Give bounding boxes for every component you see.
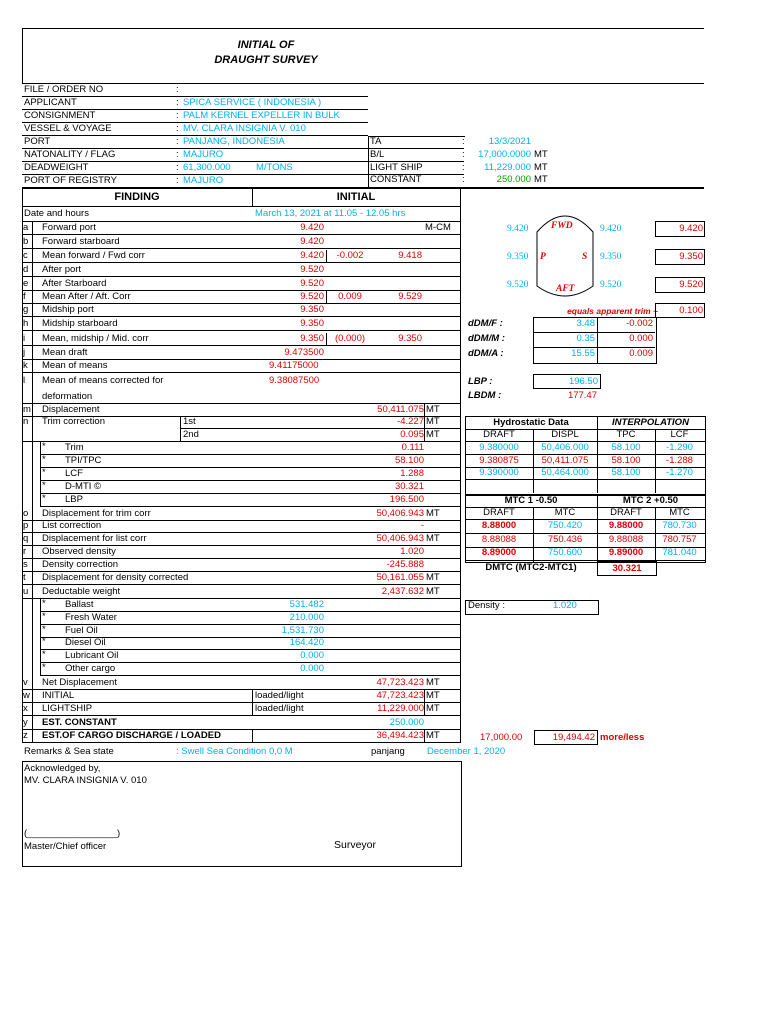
header-colon: :	[176, 162, 179, 173]
row-key: c	[23, 250, 28, 261]
hydro-cell: 9.380000	[479, 442, 519, 453]
row-value: 11,229.000	[377, 703, 424, 714]
header-value: PALM KERNEL EXPELLER IN BULK	[183, 110, 340, 121]
mtc1-title: MTC 1 -0.50	[504, 495, 558, 506]
row-key: m	[23, 404, 31, 415]
row-bullet: *	[42, 467, 46, 478]
row-value: 9.350	[300, 318, 324, 329]
row-unit: MT	[426, 730, 440, 741]
row-label: Displacement for list corr	[42, 533, 147, 544]
cargo-difference: 19,494.42	[534, 730, 598, 745]
row-value: 9.420	[300, 250, 324, 261]
row-result: 9.529	[398, 291, 422, 302]
row-key: p	[23, 520, 29, 531]
row-unit: MT	[426, 572, 440, 583]
row-label: List correction	[42, 520, 102, 531]
row-label: Density correction	[42, 559, 119, 570]
hydrostatic-title: Hydrostatic Data	[493, 417, 569, 428]
title-border-left	[22, 28, 23, 83]
key-column-line	[32, 222, 33, 743]
row-mid: loaded/light	[255, 703, 304, 714]
row-unit: M-CM	[425, 222, 451, 233]
row-value: 50,406.943	[376, 533, 424, 544]
row-correction: (0.000)	[334, 333, 366, 344]
row-unit: MT	[426, 508, 440, 519]
lbdm-value: 177.47	[567, 390, 597, 401]
ddm-a: 0.35	[576, 333, 595, 344]
row-key: r	[23, 546, 27, 557]
row-key: y	[23, 717, 28, 728]
header-value: MAJURO	[183, 149, 224, 160]
header-colon: :	[176, 97, 179, 108]
header-right-value: 11,229.000	[484, 162, 531, 173]
header-colon: :	[176, 136, 179, 147]
row-rule	[22, 248, 460, 249]
row-label: Mean of means	[42, 360, 108, 371]
row-rule	[40, 675, 460, 676]
hydro-cell: 9.380875	[479, 455, 519, 466]
ddm-b: 0.009	[629, 348, 653, 359]
date-label: Date and hours	[24, 208, 89, 219]
row-key: t	[23, 572, 26, 583]
row-value: 50,411.075	[377, 404, 424, 415]
header-value: MAJURO	[183, 175, 224, 186]
stbd-label: S	[582, 252, 588, 262]
sub-label: Trim	[65, 442, 84, 453]
header-unit: M/TONS	[256, 162, 293, 173]
row-label: After Starboard	[42, 278, 107, 289]
sub-value: 0.000	[300, 650, 324, 661]
mtc-cell: 9.88000	[608, 520, 644, 531]
header-row-rule	[22, 96, 368, 97]
hydro-cell: 50,411.075	[541, 455, 589, 466]
header-value: 61,300.000	[183, 162, 231, 173]
header-rule	[22, 83, 704, 84]
header-colon: :	[462, 162, 465, 173]
row-label: Trim correction	[42, 416, 105, 427]
row-label: Displacement for trim corr	[42, 508, 151, 519]
hydro-cell: 50,406.000	[541, 442, 589, 453]
hydro-cell: 58.100	[611, 455, 641, 466]
mtc-cell: 750.600	[547, 547, 583, 558]
hydro-cell: -1.290	[666, 442, 693, 453]
ack-line1: Acknowledged by,	[24, 763, 101, 774]
row-bullet: *	[42, 649, 46, 660]
fwd-mean-box: 9.420	[655, 221, 705, 237]
row-result: 9.350	[398, 333, 422, 344]
mtc-header: MTC	[669, 507, 690, 518]
row-key: z	[23, 730, 28, 741]
row-label: INITIAL	[42, 690, 75, 701]
header-label: DEADWEIGHT	[24, 162, 89, 173]
hydro-header: DRAFT	[483, 429, 515, 440]
sub-value: 164.420	[289, 637, 324, 648]
row-rule	[22, 345, 460, 346]
density-value: 1.020	[553, 600, 577, 611]
header-right-value: 17,000.0000	[478, 149, 531, 160]
row-bullet: *	[42, 636, 46, 647]
mid-mean-box: 9.350	[655, 249, 705, 265]
apparent-trim-label: equals apparent trim ~	[567, 306, 658, 316]
row-key: v	[23, 677, 28, 688]
mtc-cell: 750.436	[547, 534, 583, 545]
row-label: Midship port	[42, 304, 94, 315]
header-label: NATONALITY / FLAG	[24, 149, 116, 160]
sub-label: Fresh Water	[65, 612, 117, 623]
lbp-value: 196.50	[533, 374, 601, 389]
header-colon: :	[462, 136, 465, 147]
mtc-cell: 8.88000	[481, 520, 517, 531]
ack-line2: MV. CLARA INSIGNIA V. 010	[24, 775, 147, 786]
row-key: j	[23, 347, 26, 358]
remarks-value: : Swell Sea Condition 0,0 M	[176, 746, 293, 757]
row-key: x	[23, 703, 28, 714]
header-label: PORT	[24, 136, 51, 147]
finding-label: FINDING	[114, 191, 160, 203]
row-divider	[252, 690, 253, 702]
row-rule	[40, 506, 460, 507]
mtc-row-rule	[465, 560, 705, 561]
apparent-trim-value: 0.100	[655, 303, 705, 318]
row-rule	[22, 276, 460, 277]
hydro-row-rule	[465, 479, 705, 480]
fwd-port-draft: 9.420	[507, 224, 529, 234]
sub-label: LBP	[65, 494, 83, 505]
sub-label: Diesel Oil	[65, 637, 106, 648]
row-key: l	[23, 375, 26, 386]
row-divider	[424, 404, 425, 416]
row-key: b	[23, 236, 29, 247]
row-value: 50,406.943	[376, 508, 424, 519]
bullet-column-line	[40, 599, 41, 676]
interpolation-title: INTERPOLATION	[612, 417, 689, 428]
row-value: 9.520	[300, 264, 324, 275]
row-value: 9.350	[300, 304, 324, 315]
sub-label: Other cargo	[65, 663, 116, 674]
mtc-cell: 781.040	[662, 547, 697, 558]
row-label: Displacement	[42, 404, 100, 415]
table-border-right	[460, 206, 461, 743]
hydro-header: TPC	[616, 429, 636, 440]
row-divider	[424, 690, 425, 702]
row-label: Displacement for density corrected	[42, 572, 189, 583]
header-right-unit: MT	[534, 149, 548, 160]
row-value: 50,161.055	[376, 572, 424, 583]
header-right-unit: MT	[534, 162, 548, 173]
sub-label: Lubricant Oil	[65, 650, 119, 661]
row-bullet: *	[42, 662, 46, 673]
row-label: Net Displacement	[42, 677, 117, 688]
row-label: Mean After / Aft. Corr	[42, 291, 131, 302]
mid-stbd-draft: 9.350	[600, 252, 622, 262]
mtc-header: DRAFT	[483, 507, 515, 518]
header-label: FILE / ORDER NO	[24, 84, 104, 95]
header-right-label: LIGHT SHIP	[370, 162, 423, 173]
mtc-cell: 8.89000	[481, 547, 517, 558]
row-label: Deductable weight	[42, 586, 121, 597]
header-label: PORT OF REGISTRY	[24, 175, 117, 186]
header-right-value: 250.000	[496, 174, 531, 185]
ddm-a: 15.55	[571, 348, 595, 359]
row-key: w	[23, 690, 30, 701]
row-value: 9.473500	[284, 347, 324, 358]
header-right-label: B/L	[370, 149, 385, 160]
trim-2nd-value: 0.095	[400, 429, 424, 440]
mtc-cell: 780.757	[662, 534, 697, 545]
header-colon: :	[176, 175, 179, 186]
row-key: u	[23, 586, 29, 597]
row-divider	[252, 703, 253, 715]
row-correction: -0.002	[336, 250, 364, 261]
mid-port-draft: 9.350	[507, 252, 529, 262]
trim-2nd: 2nd	[183, 429, 199, 440]
mtc-cell: 9.89000	[608, 547, 644, 558]
sub-label: TPI/TPC	[65, 455, 102, 466]
header-label: CONSIGNMENT	[24, 110, 96, 121]
mtc-cell: 9.88088	[608, 534, 644, 545]
remarks-date: December 1, 2020	[427, 746, 506, 757]
row-result: 9.418	[398, 250, 422, 261]
row-value: 2,437.632	[381, 586, 424, 597]
row-label: deformation	[42, 391, 93, 402]
row-bullet: *	[42, 598, 46, 609]
row-label: Mean of means corrected for	[42, 375, 164, 386]
row-key: e	[23, 278, 29, 289]
row-unit: MT	[426, 404, 440, 415]
row-value: 9.38087500	[269, 375, 320, 386]
row-divider	[180, 416, 181, 442]
lbp-label: LBP :	[468, 376, 493, 387]
initial-label: INITIAL	[336, 191, 376, 203]
mtc-cell: 750.420	[547, 520, 583, 531]
row-bullet: *	[42, 480, 46, 491]
top-rule	[22, 28, 704, 29]
fwd-label: FWD	[551, 221, 573, 231]
row-bullet: *	[42, 441, 46, 452]
row-rule	[22, 234, 460, 235]
hydro-cell: 9.390000	[479, 467, 519, 478]
sub-value: 210.000	[289, 612, 324, 623]
row-rule	[22, 262, 460, 263]
row-rule	[22, 330, 460, 331]
hydro-cell: 50,464.000	[541, 467, 589, 478]
row-unit: MT	[426, 416, 440, 427]
ddm-label: dDM/A :	[468, 348, 504, 359]
dmtc-label: DMTC (MTC2-MTC1)	[485, 562, 577, 573]
more-less: more/less	[600, 732, 645, 743]
row-unit: MT	[426, 703, 440, 714]
row-divider	[424, 416, 425, 442]
sub-value: 58.100	[394, 455, 424, 466]
row-key: n	[23, 416, 29, 427]
signature-line: (_________________)	[24, 828, 121, 839]
row-bullet: *	[42, 493, 46, 504]
row-label: Observed density	[42, 546, 116, 557]
header-value: PANJANG, INDONESIA	[183, 136, 285, 147]
sub-label: LCF	[65, 468, 83, 479]
row-rule	[40, 624, 460, 625]
row-key: q	[23, 533, 29, 544]
row-value: 9.520	[300, 278, 324, 289]
row-unit: MT	[426, 533, 440, 544]
hydro-header: DISPL	[551, 429, 579, 440]
row-value: 36,494.423	[376, 730, 424, 741]
row-rule	[180, 428, 460, 429]
row-value: 9.520	[300, 291, 324, 302]
sub-label: Ballast	[65, 599, 94, 610]
row-rule	[22, 372, 460, 373]
title-line1: INITIAL OF	[237, 39, 295, 51]
row-value: 9.420	[300, 222, 324, 233]
aft-stbd-draft: 9.520	[600, 280, 622, 290]
aft-port-draft: 9.520	[507, 280, 529, 290]
row-label: LIGHTSHIP	[42, 703, 93, 714]
sub-value: 531.482	[289, 599, 324, 610]
sub-value: 1,531.730	[281, 625, 324, 636]
row-unit: MT	[426, 586, 440, 597]
row-rule	[22, 584, 460, 585]
row-correction: 0.009	[338, 291, 362, 302]
header-colon: :	[176, 149, 179, 160]
bullet-column-line	[40, 442, 41, 507]
ddm-a: 3.48	[576, 318, 595, 329]
fwd-stbd-draft: 9.420	[600, 224, 622, 234]
header-colon: :	[176, 84, 179, 95]
mtc-cell: 8.88088	[481, 534, 517, 545]
trim-1st: 1st	[183, 416, 196, 427]
mtc2-title: MTC 2 +0.50	[622, 495, 679, 506]
row-label: EST.OF CARGO DISCHARGE / LOADED	[42, 730, 221, 741]
row-rule	[22, 715, 460, 716]
row-rule	[22, 742, 460, 743]
dmtc-value: 30.321	[597, 561, 657, 576]
header-colon: :	[462, 174, 465, 185]
row-value: 9.41175000	[269, 360, 319, 371]
date-value: March 13, 2021 at 11.05 - 12.05 hrs	[255, 208, 406, 219]
sub-value: 30.321	[394, 481, 424, 492]
row-label: Forward port	[42, 222, 96, 233]
row-bullet: *	[42, 454, 46, 465]
hydro-cell: 58.100	[611, 467, 641, 478]
surveyor-label: Surveyor	[334, 839, 377, 851]
finding-rule	[22, 187, 704, 189]
aft-label: AFT	[556, 284, 575, 294]
sub-label: Fuel Oil	[65, 625, 98, 636]
row-divider	[424, 730, 425, 742]
row-value: 1.020	[400, 546, 424, 557]
row-value: 47,723.423	[376, 677, 424, 688]
header-label: VESSEL & VOYAGE	[24, 123, 112, 134]
row-value: 9.350	[300, 333, 324, 344]
ddm-label: dDM/F :	[468, 318, 503, 329]
master-label: Master/Chief officer	[24, 841, 107, 852]
ddm-b: -0.002	[626, 318, 653, 329]
port-label: P	[540, 252, 546, 262]
row-key: k	[23, 360, 28, 371]
row-label: EST. CONSTANT	[42, 717, 117, 728]
hydro-header: LCF	[670, 429, 689, 440]
row-key: d	[23, 264, 29, 275]
row-key: h	[23, 318, 29, 329]
hydro-cell: 58.100	[611, 442, 641, 453]
density-label: Density :	[468, 600, 505, 611]
row-key: f	[23, 291, 26, 302]
header-right-unit: MT	[534, 174, 548, 185]
row-label: Mean draft	[42, 347, 88, 358]
title-line2: DRAUGHT SURVEY	[214, 54, 318, 66]
sub-value: 0.111	[401, 442, 424, 453]
mtc-header: DRAFT	[610, 507, 642, 518]
header-value: SPICA SERVICE ( INDONESIA )	[183, 97, 322, 108]
header-colon: :	[462, 149, 465, 160]
aft-mean-box: 9.520	[655, 277, 705, 293]
header-value: MV. CLARA INSIGNIA V. 010	[183, 123, 306, 134]
row-value: -245.888	[386, 559, 424, 570]
sub-value: 0.000	[300, 663, 324, 674]
row-label: After port	[42, 264, 82, 275]
header-right-label: CONSTANT	[370, 174, 422, 185]
header-colon: :	[176, 123, 179, 134]
row-key: a	[23, 222, 29, 233]
hydro-cell: -1.288	[666, 455, 693, 466]
header-right-label: TA	[370, 136, 382, 147]
row-value: 250.000	[389, 717, 424, 728]
row-value: -	[420, 520, 424, 531]
header-colon: :	[176, 110, 179, 121]
row-key: i	[23, 333, 26, 344]
row-unit: MT	[426, 677, 440, 688]
row-label: Mean forward / Fwd corr	[42, 250, 145, 261]
mtc-cell: 780.730	[662, 520, 697, 531]
ddm-b: 0.000	[629, 333, 653, 344]
lbdm-label: LBDM :	[468, 390, 502, 401]
row-bullet: *	[42, 624, 46, 635]
row-divider	[252, 730, 253, 742]
trim-1st-value: -4.227	[397, 416, 424, 427]
row-value: 47,723.423	[376, 690, 424, 701]
row-unit: MT	[426, 690, 440, 701]
hydro-cell: -1.270	[666, 467, 693, 478]
sub-value: 196.500	[389, 494, 424, 505]
remarks-label: Remarks & Sea state	[24, 746, 114, 757]
ddm-label: dDM/M :	[468, 333, 505, 344]
row-rule	[22, 316, 460, 317]
row-unit: MT	[426, 429, 440, 440]
row-label: Midship starboard	[42, 318, 118, 329]
remarks-place: panjang	[371, 746, 405, 757]
row-key: s	[23, 559, 28, 570]
row-key: g	[23, 304, 29, 315]
mtc-header: MTC	[554, 507, 576, 518]
header-label: APPLICANT	[24, 97, 77, 108]
sub-label: D-MTI ©	[65, 481, 102, 492]
row-label: Mean, midship / Mid. corr	[42, 333, 149, 344]
bl-compare: 17,000.00	[480, 732, 523, 743]
row-bullet: *	[42, 611, 46, 622]
row-value: 9.420	[300, 236, 324, 247]
row-key: o	[23, 508, 29, 519]
row-divider	[424, 703, 425, 715]
header-right-value: 13/3/2021	[488, 136, 531, 147]
row-label: Forward starboard	[42, 236, 120, 247]
sub-value: 1.288	[400, 468, 424, 479]
row-mid: loaded/light	[255, 690, 304, 701]
